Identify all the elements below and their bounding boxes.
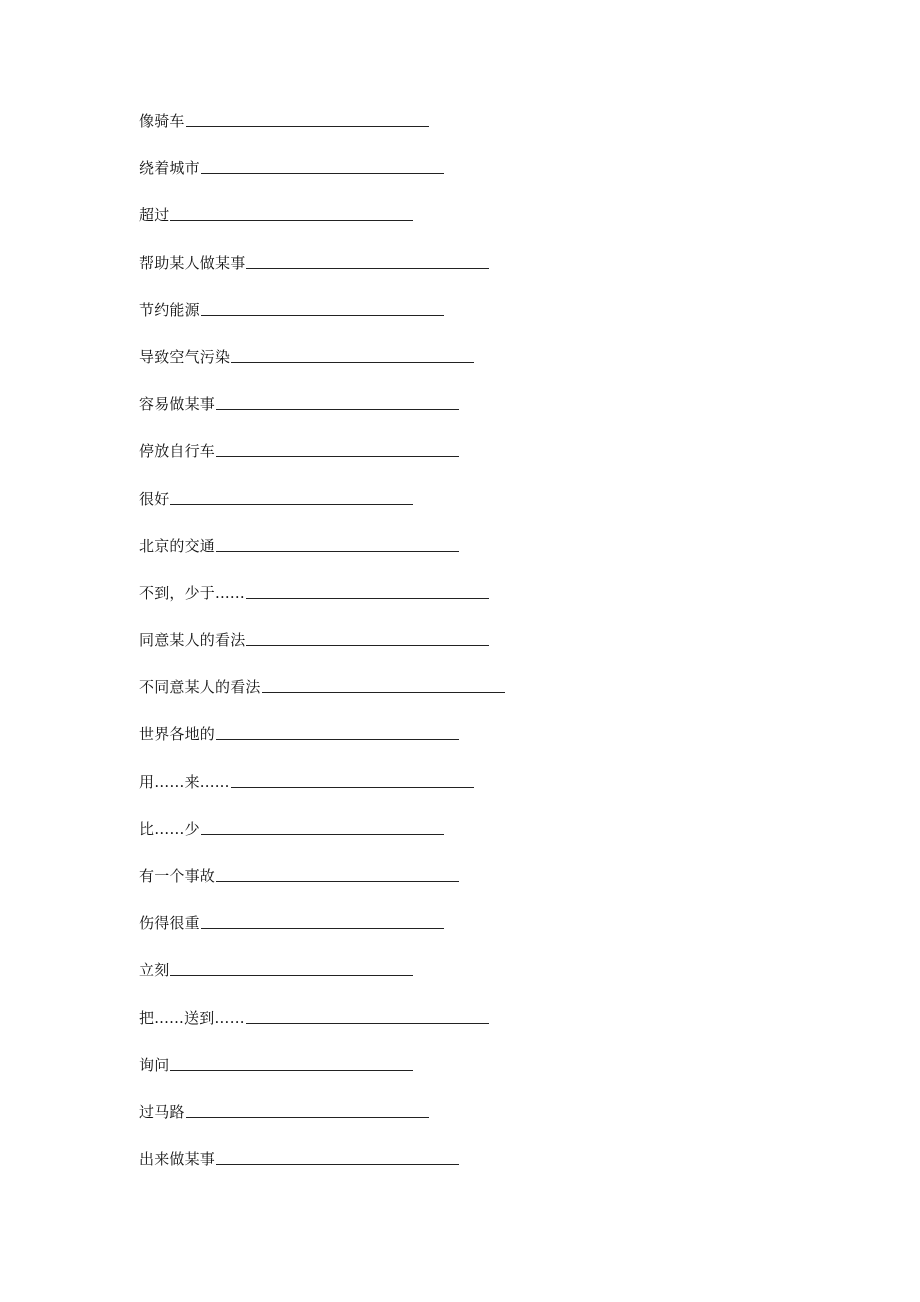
phrase-label: 出来做某事 (139, 1150, 216, 1169)
phrase-label: 世界各地的 (139, 725, 216, 744)
answer-blank[interactable] (262, 674, 505, 693)
answer-blank[interactable] (246, 250, 489, 269)
answer-blank[interactable] (231, 769, 474, 788)
answer-blank[interactable] (216, 1146, 459, 1165)
phrase-label: 北京的交通 (139, 536, 216, 555)
phrase-label: 超过 (139, 206, 170, 225)
answer-blank[interactable] (216, 533, 459, 552)
answer-blank[interactable] (246, 627, 489, 646)
answer-blank[interactable] (246, 580, 489, 599)
list-item (139, 391, 839, 438)
list-item (139, 863, 839, 910)
list-item (139, 721, 839, 768)
answer-blank[interactable] (216, 863, 459, 882)
list-item (139, 250, 839, 297)
list-item (139, 910, 839, 957)
phrase-label: 帮助某人做某事 (139, 253, 246, 272)
answer-blank[interactable] (246, 1005, 489, 1024)
phrase-label: 导致空气污染 (139, 347, 231, 366)
answer-blank[interactable] (216, 391, 459, 410)
list-item (139, 957, 839, 1004)
list-item (139, 533, 839, 580)
answer-blank[interactable] (201, 297, 444, 316)
phrase-label: 把......送到…… (139, 1008, 245, 1027)
phrase-label: 有一个事故 (139, 867, 216, 885)
answer-blank[interactable] (216, 438, 459, 457)
list-item (139, 1005, 839, 1052)
phrase-label: 立刻 (139, 961, 170, 980)
list-item (139, 580, 839, 627)
answer-blank[interactable] (170, 1052, 413, 1071)
list-item (139, 674, 839, 721)
list-item (139, 202, 839, 249)
phrase-label: 伤得很重 (139, 914, 200, 933)
list-item (139, 297, 839, 344)
list-item (139, 486, 839, 533)
list-item (139, 108, 839, 155)
phrase-label: 比……少 (139, 819, 200, 838)
list-item (139, 1099, 839, 1146)
phrase-label: 很好 (139, 489, 170, 508)
phrase-label: 节约能源 (139, 300, 200, 319)
answer-blank[interactable] (231, 344, 474, 363)
list-item (139, 344, 839, 391)
phrase-label: 同意某人的看法 (139, 631, 246, 650)
phrase-label: 用……来...... (139, 772, 230, 791)
list-item (139, 1146, 839, 1193)
phrase-label: 不到，少于...... (139, 583, 245, 602)
phrase-label: 绕着城市 (139, 159, 200, 178)
answer-blank[interactable] (170, 486, 413, 505)
answer-blank[interactable] (170, 957, 413, 976)
phrase-label: 容易做某事 (139, 395, 216, 414)
list-item (139, 816, 839, 863)
list-item (139, 438, 839, 485)
list-item (139, 769, 839, 816)
phrase-list (139, 108, 839, 1193)
phrase-label: 询问 (139, 1055, 170, 1074)
list-item (139, 155, 839, 202)
answer-blank[interactable] (201, 816, 444, 835)
phrase-label: 像骑车 (139, 112, 185, 130)
phrase-label: 过马路 (139, 1102, 185, 1121)
answer-blank[interactable] (186, 108, 429, 127)
answer-blank[interactable] (201, 910, 444, 929)
answer-blank[interactable] (170, 202, 413, 221)
list-item (139, 627, 839, 674)
answer-blank[interactable] (186, 1099, 429, 1118)
phrase-label: 停放自行车 (139, 442, 216, 461)
phrase-label: 不同意某人的看法 (139, 678, 261, 697)
list-item (139, 1052, 839, 1099)
answer-blank[interactable] (201, 155, 444, 174)
answer-blank[interactable] (216, 721, 459, 740)
